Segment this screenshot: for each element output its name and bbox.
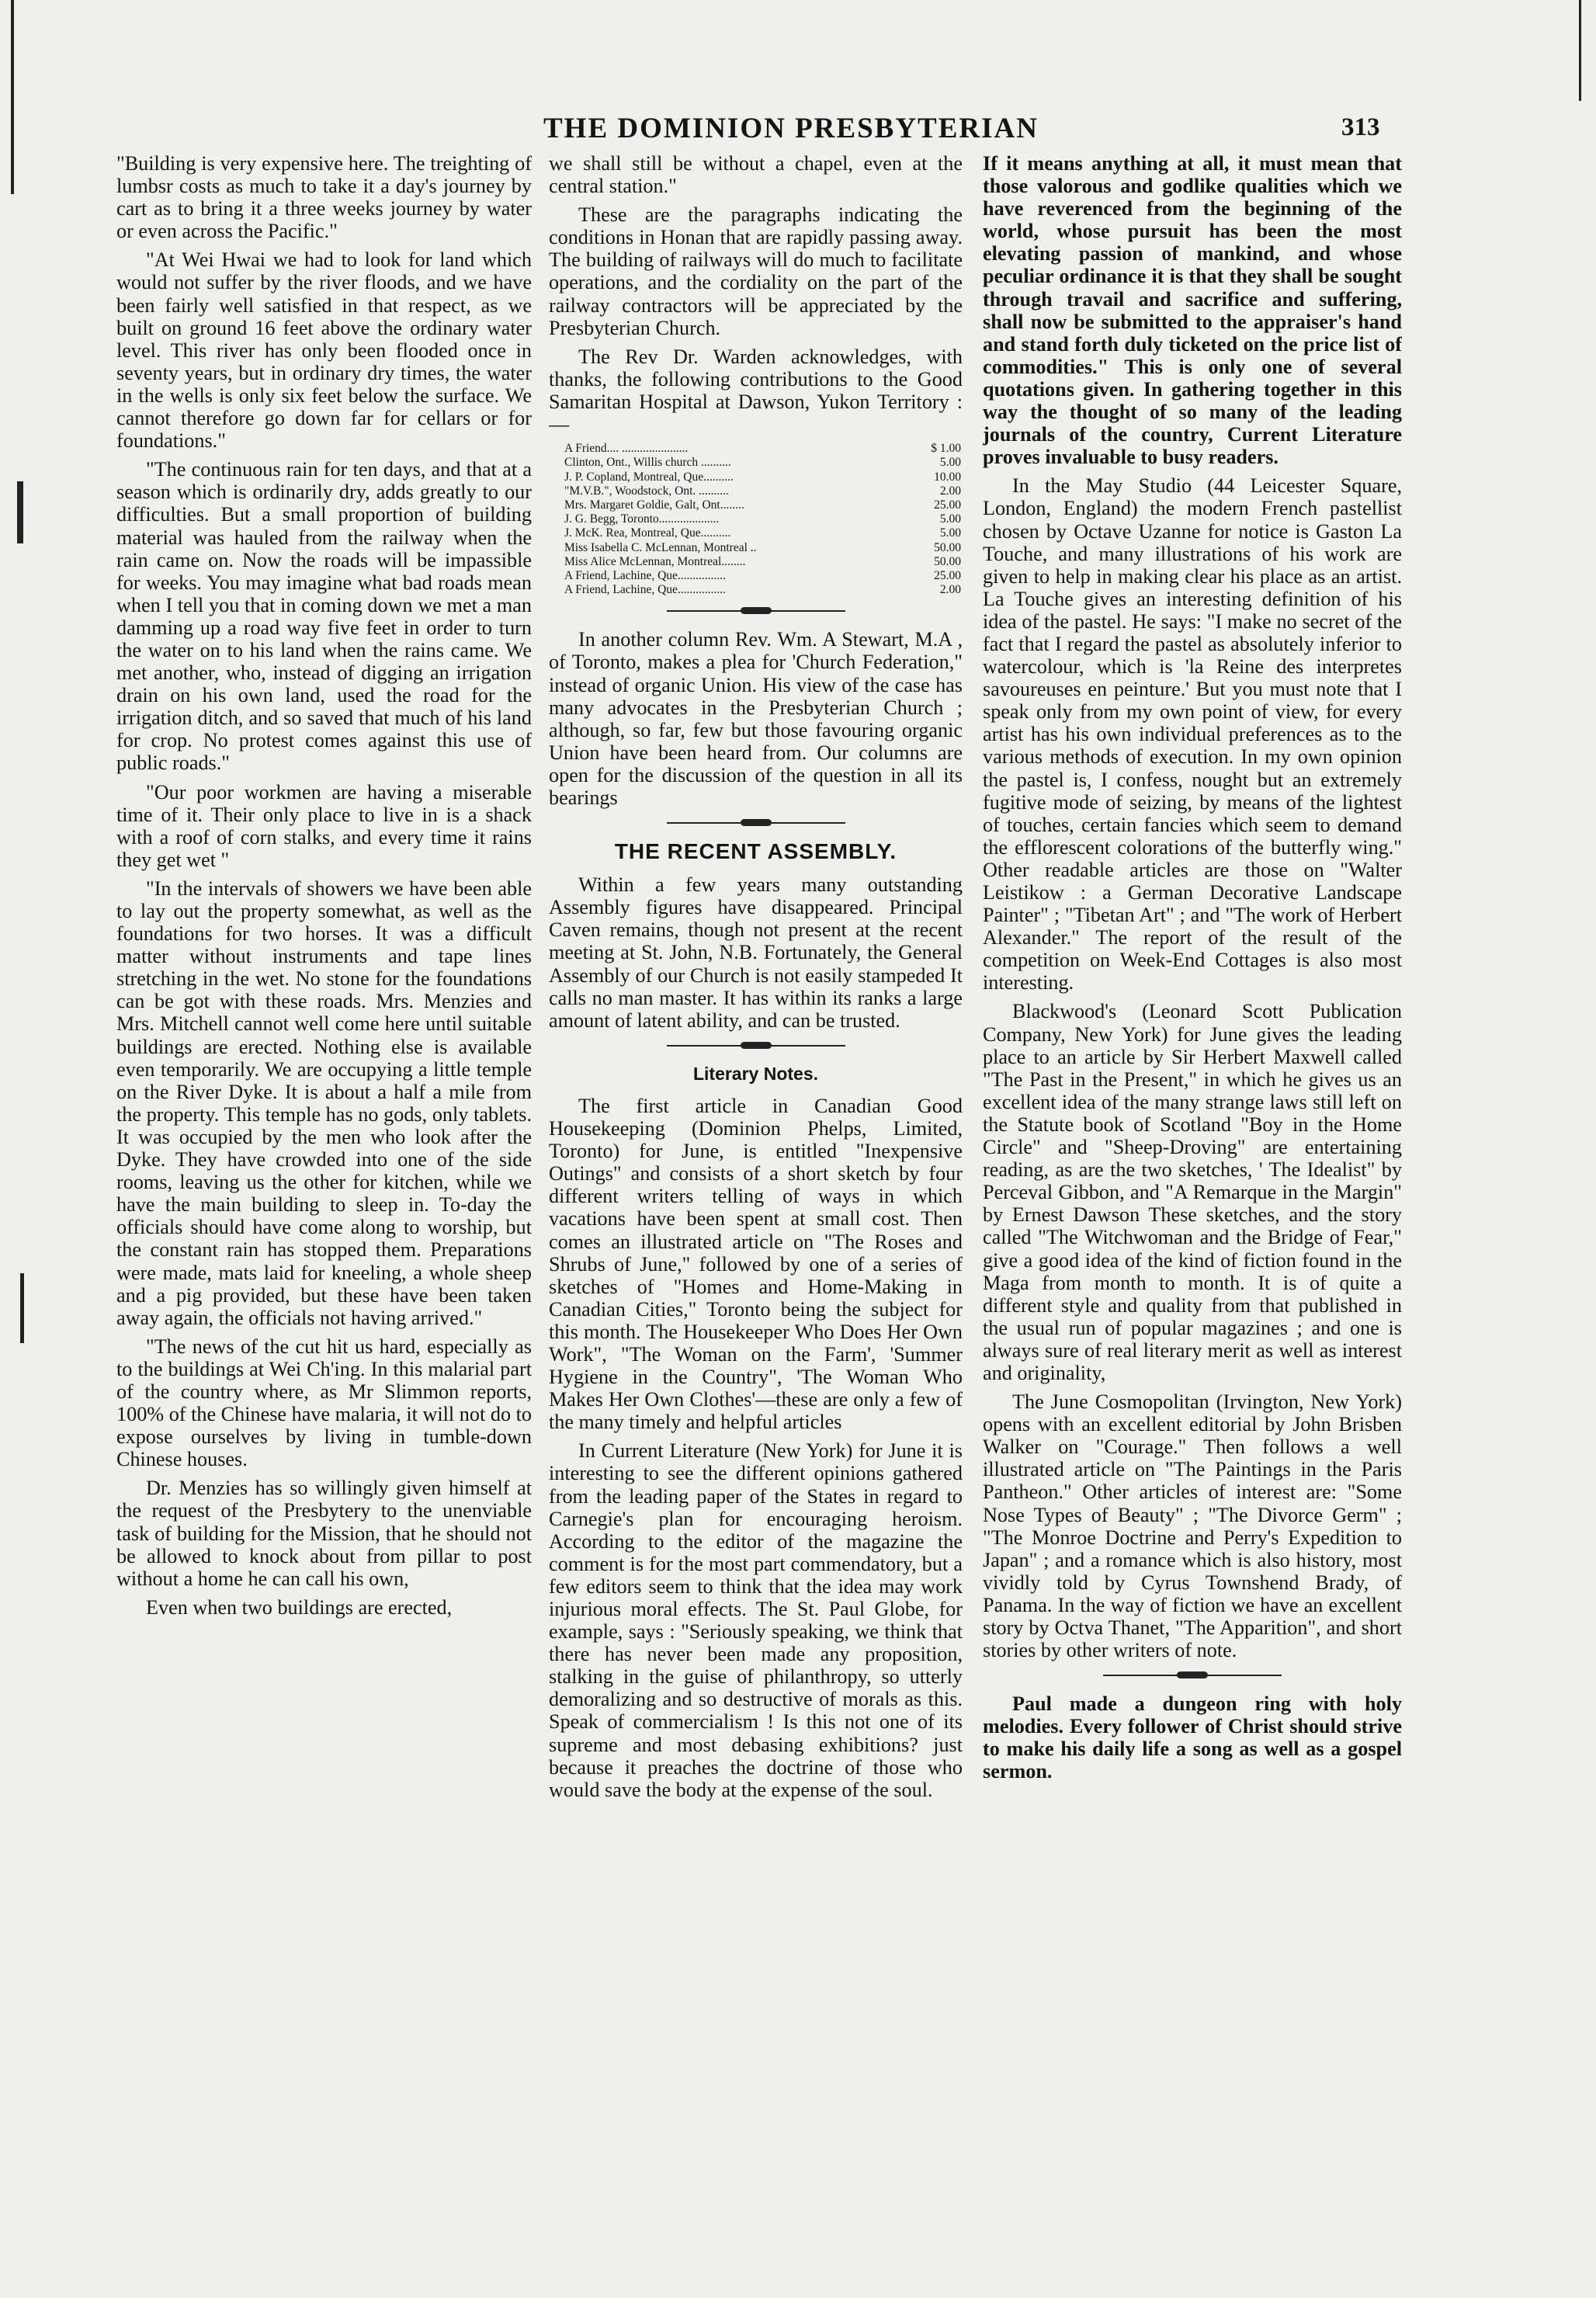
contribution-row — [549, 442, 963, 456]
page-header — [0, 107, 1596, 154]
paragraph: The Rev Dr. Warden acknowledges, with thanks, the following contributions to the Good Samaritan Hospital at Dawson, Yukon Territory :— — [549, 345, 963, 436]
contribution-row — [549, 569, 963, 583]
paragraph: Blackwood's (Leonard Scott Publication Company, New York) for June gives the leading place to an article by Sir Herbert Maxwell called "The Past in the Present," in which he gives us an excellent idea of the many strange laws still left on the Statute book of Scotland "Boy in the Home Circle" and "Sheep-Droving" are entertaining reading, as are the two sketches, ' The Idealist" by Perceval Gibbon, and "A Remarque in the Margin" by Ernest Dawson These sketches, and the story called "The Witchwoman and the Bridge of Fear," give a good idea of the kind of fiction found in the Maga from month to month. It is of quite a different style and quality from that published in the usual run of popular magazines ; and one is always sure of real literary merit as well as interest and originality, — [983, 1000, 1402, 1384]
section-divider — [667, 818, 845, 828]
contribution-row — [549, 498, 963, 512]
contributor-name: Clinton, Ont., Willis church .......... — [564, 456, 731, 470]
contributor-name: J. P. Copland, Montreal, Que.......... — [564, 470, 734, 484]
contributor-name: A Friend.... ...................... — [564, 442, 689, 456]
paragraph: "The news of the cut hit us hard, especially as to the buildings at Wei Ch'ing. In this malarial part of the country where, as Mr Slimmon reports, 100% of the Chinese have malaria, it will not do to expose ourselves by living in tumble-down Chinese houses. — [116, 1335, 532, 1471]
scan-edge-mark — [20, 1273, 24, 1343]
contribution-row — [549, 541, 963, 555]
column-left — [116, 152, 532, 2140]
paragraph: Even when two buildings are erected, — [146, 1595, 453, 1619]
paragraph: In Current Literature (New York) for June it is interesting to see the different opinions gathered from the leading paper of the States in regard to Carnegie's plan for encouraging heroism. According to the editor of the magazine the comment is for the most part commendatory, but a few editors seem to think that the idea may work injurious moral effects. The St. Paul Globe, for example, says : "Seriously speaking, we think that there has never been made any proposition, stalking in the guise of philanthropy, so utterly demoralizing and so destructive of morals as this. Speak of commercialism ! Is this not one of its supreme and most debasing exhibitions? just because it preaches the doctrine of those who would save the body at the expense of the soul. — [549, 1439, 963, 1801]
section-heading: THE RECENT ASSEMBLY. — [614, 839, 897, 864]
contributor-name: A Friend, Lachine, Que................ — [564, 583, 726, 597]
contribution-row — [549, 456, 963, 470]
paragraph: The first article in Canadian Good Housekeeping (Dominion Phelps, Limited, Toronto) for June, is entitled "Inexpensive Outings" and consists of a short sketch by four different writers telling of ways in which vacations have been spent at small cost. Then comes an illustrated article on "The Roses and Shrubs of June," followed by one of a series of sketches of "Homes and Home-Making in Canadian Cities," Toronto being the subject for this month. The Housekeeper Who Does Her Own Work", "The Woman on the Farm', 'Summer Hygiene in the Country", 'The Woman Who Makes Her Own Clothes'—these are only a few of the many timely and helpful articles — [549, 1094, 963, 1434]
paragraph: In the May Studio (44 Leicester Square, London, England) the modern French pastellist chosen by Octave Uzanne for notice is Gaston La Touche, and many illustrations of his work are given to help in making clear his place as an artist. La Touche gives an interesting definition of his idea of the pastel. He says: "I make no secret of the fact that I regard the pastel as absolutely inferior to watercolour, which is 'la Reine des interpretes savoureuses en peinture.' But you must note that I speak only from my own point of view, for every artist has his own individual preferences as to the various methods of execution. In my own opinion the pastel is, I confess, nought but an extremely fugitive mode of seizing, by means of the lightest of touches, certain fancies which seem to demand the efflorescent colorations of the butterfly wing." Other readable articles are those on "Walter Leistikow : a German Decorative Landscape Painter" ; "Tibetan Art" ; and "The work of Herbert Alexander." The report of the result of the competition on Week-End Cottages is also most interesting. — [983, 474, 1402, 995]
contributor-name: "M.V.B.", Woodstock, Ont. .......... — [564, 484, 729, 498]
scan-edge-mark — [1579, 0, 1581, 101]
contributor-name: J. G. Begg, Toronto.................... — [564, 512, 720, 526]
contributions-table — [549, 442, 963, 597]
scan-edge-mark — [11, 0, 14, 194]
contributor-name: Miss Isabella C. McLennan, Montreal .. — [564, 540, 757, 554]
section-divider — [667, 606, 845, 616]
contribution-row — [549, 583, 963, 597]
contribution-amount: 5.00 — [939, 512, 961, 526]
contributor-name: Mrs. Margaret Goldie, Galt, Ont........ — [564, 498, 744, 512]
contribution-amount: 25.00 — [934, 568, 961, 582]
section-heading: Literary Notes. — [692, 1063, 819, 1084]
paragraph: "Building is very expensive here. The treighting of lumbsr costs as much to take it a day's journey by cart as to bring it a three weeks journey by water or even across the Pacific." — [116, 152, 532, 243]
contribution-amount: 2.00 — [939, 583, 961, 597]
contribution-amount: 10.00 — [934, 470, 961, 484]
contribution-amount: $ 1.00 — [931, 442, 961, 456]
paragraph: "At Wei Hwai we had to look for land which would not suffer by the river floods, and we have been fairly well satisfied in that respect, as we built on ground 16 feet above the ordinary water level. This river has only been flooded once in seventy years, but in ordinary dry times, the water in the wells is only six feet below the surface. We cannot therefore go down far for cellars or for foundations." — [116, 248, 532, 453]
section-divider — [667, 1041, 845, 1050]
column-middle — [549, 152, 963, 2140]
page-number: 313 — [1341, 113, 1380, 141]
paragraph: we shall still be without a chapel, even at the central station." — [549, 152, 963, 198]
paragraph: If it means anything at all, it must mean that those valorous and godlike qualities which we have reverenced from the beginning of the world, whose pursuit has been the most elevating passion of mankind, and whose peculiar ordinance it is that they shall be sought through travail and sacrifice and suffering, shall now be submitted to the appraiser's hand and stand forth duly ticketed on the price list of commodities." This is only one of several quotations given. In gathering together in this way the thought of so many of the leading journals of the country, Current Literature proves invaluable to busy readers. — [983, 152, 1402, 469]
contribution-amount: 5.00 — [939, 526, 961, 540]
contribution-row — [549, 555, 963, 569]
paragraph: "The continuous rain for ten days, and that at a season which is ordinarily dry, adds greatly to our difficulties. But a small proportion of building material was hauled from the railway when the rain came on. Now the roads will be impassible for weeks. You may imagine what bad roads mean when I tell you that in coming down we met a man damming up a road way five feet in order to turn the water on to his land when the rains came. We met another, who, instead of digging an irrigation drain on his own land, used the road for the irrigation ditch, and so saved that much of his land for crop. No protest comes against this use of public roads." — [116, 458, 532, 775]
column-right — [983, 152, 1402, 2140]
contribution-amount: 50.00 — [934, 540, 961, 554]
contribution-amount: 2.00 — [939, 484, 961, 498]
contributor-name: A Friend, Lachine, Que................ — [564, 568, 726, 582]
contribution-amount: 25.00 — [934, 498, 961, 512]
contribution-row — [549, 512, 963, 526]
paragraph: These are the paragraphs indicating the conditions in Honan that are rapidly passing away. The building of railways will do much to facilitate operations, and the cordiality on the part of the railway contractors will be appreciated by the Presbyterian Church. — [549, 203, 963, 339]
contribution-row — [549, 470, 963, 484]
paragraph: "In the intervals of showers we have been able to lay out the property somewhat, as well as the foundations for two horses. It was a difficult matter without instruments and tape lines stretching in the wet. No stone for the foundations can be got with these roads. Mrs. Menzies and Mrs. Mitchell cannot well come here until suitable buildings are erected. Nothing else is available even temporarily. We are occupying a little temple on the River Dyke. It is about a half a mile from the property. This temple has no gods, only tablets. It was occupied by the men who look after the Dyke. They have crowded into one of the side rooms, leaving us the other for kitchen, while we have the main building to sleep in. To-day the officials should have come along to worship, but the constant rain has stopped them. Preparations were made, mats laid for kneeling, a whole sheep and a pig provided, but these have been taken away again, the officials not having arrived." — [116, 877, 532, 1329]
contribution-row — [549, 484, 963, 498]
paragraph: "Our poor workmen are having a miserable time of it. Their only place to live in is a shack with a roof of corn stalks, and every time it rains they get wet " — [116, 780, 532, 871]
paragraph: In another column Rev. Wm. A Stewart, M.A , of Toronto, makes a plea for 'Church Federation," instead of organic Union. His view of the case has many advocates in the Presbyterian Church ; although, so far, few but those favouring organic Union have been heard from. Our columns are open for the discussion of the question in all its bearings — [549, 628, 963, 810]
section-divider — [1103, 1671, 1282, 1680]
contribution-row — [549, 526, 963, 540]
paragraph: Within a few years many outstanding Assembly figures have disappeared. Principal Caven remains, though not present at the recent meeting at St. John, N.B. Fortunately, the General Assembly of our Church is not easily stampeded It calls no man master. It has within its ranks a large amount of latent ability, and can be trusted. — [549, 873, 963, 1032]
paragraph: The June Cosmopolitan (Irvington, New York) opens with an excellent editorial by John Brisben Walker on "Courage." Then follows a well illustrated article on "The Paintings in the Paris Pantheon." Other articles of interest are: "Some Nose Types of Beauty" ; "The Divorce Germ" ; "The Monroe Doctrine and Perry's Expedition to Japan" ; and a romance which is also history, most vividly told by Cyrus Townshend Brady, of Panama. In the way of fiction we have an excellent story by Octva Thanet, "The Apparition", and short stories by other writers of note. — [983, 1390, 1402, 1662]
paragraph: Dr. Menzies has so willingly given himself at the request of the Presbytery to the unenviable task of building for the Mission, that he should not be allowed to knock about from pillar to post without a home he can call his own, — [116, 1477, 532, 1590]
contributor-name: Miss Alice McLennan, Montreal........ — [564, 554, 746, 568]
paragraph: Paul made a dungeon ring with holy melodies. Every follower of Christ should strive to make his daily life a song as well as a gospel sermon. — [983, 1692, 1402, 1783]
contributor-name: J. McK. Rea, Montreal, Que.......... — [564, 526, 731, 540]
page-title: THE DOMINION PRESBYTERIAN — [543, 113, 1039, 144]
scan-edge-mark — [17, 481, 23, 543]
contribution-amount: 5.00 — [939, 456, 961, 470]
contribution-amount: 50.00 — [934, 554, 961, 568]
